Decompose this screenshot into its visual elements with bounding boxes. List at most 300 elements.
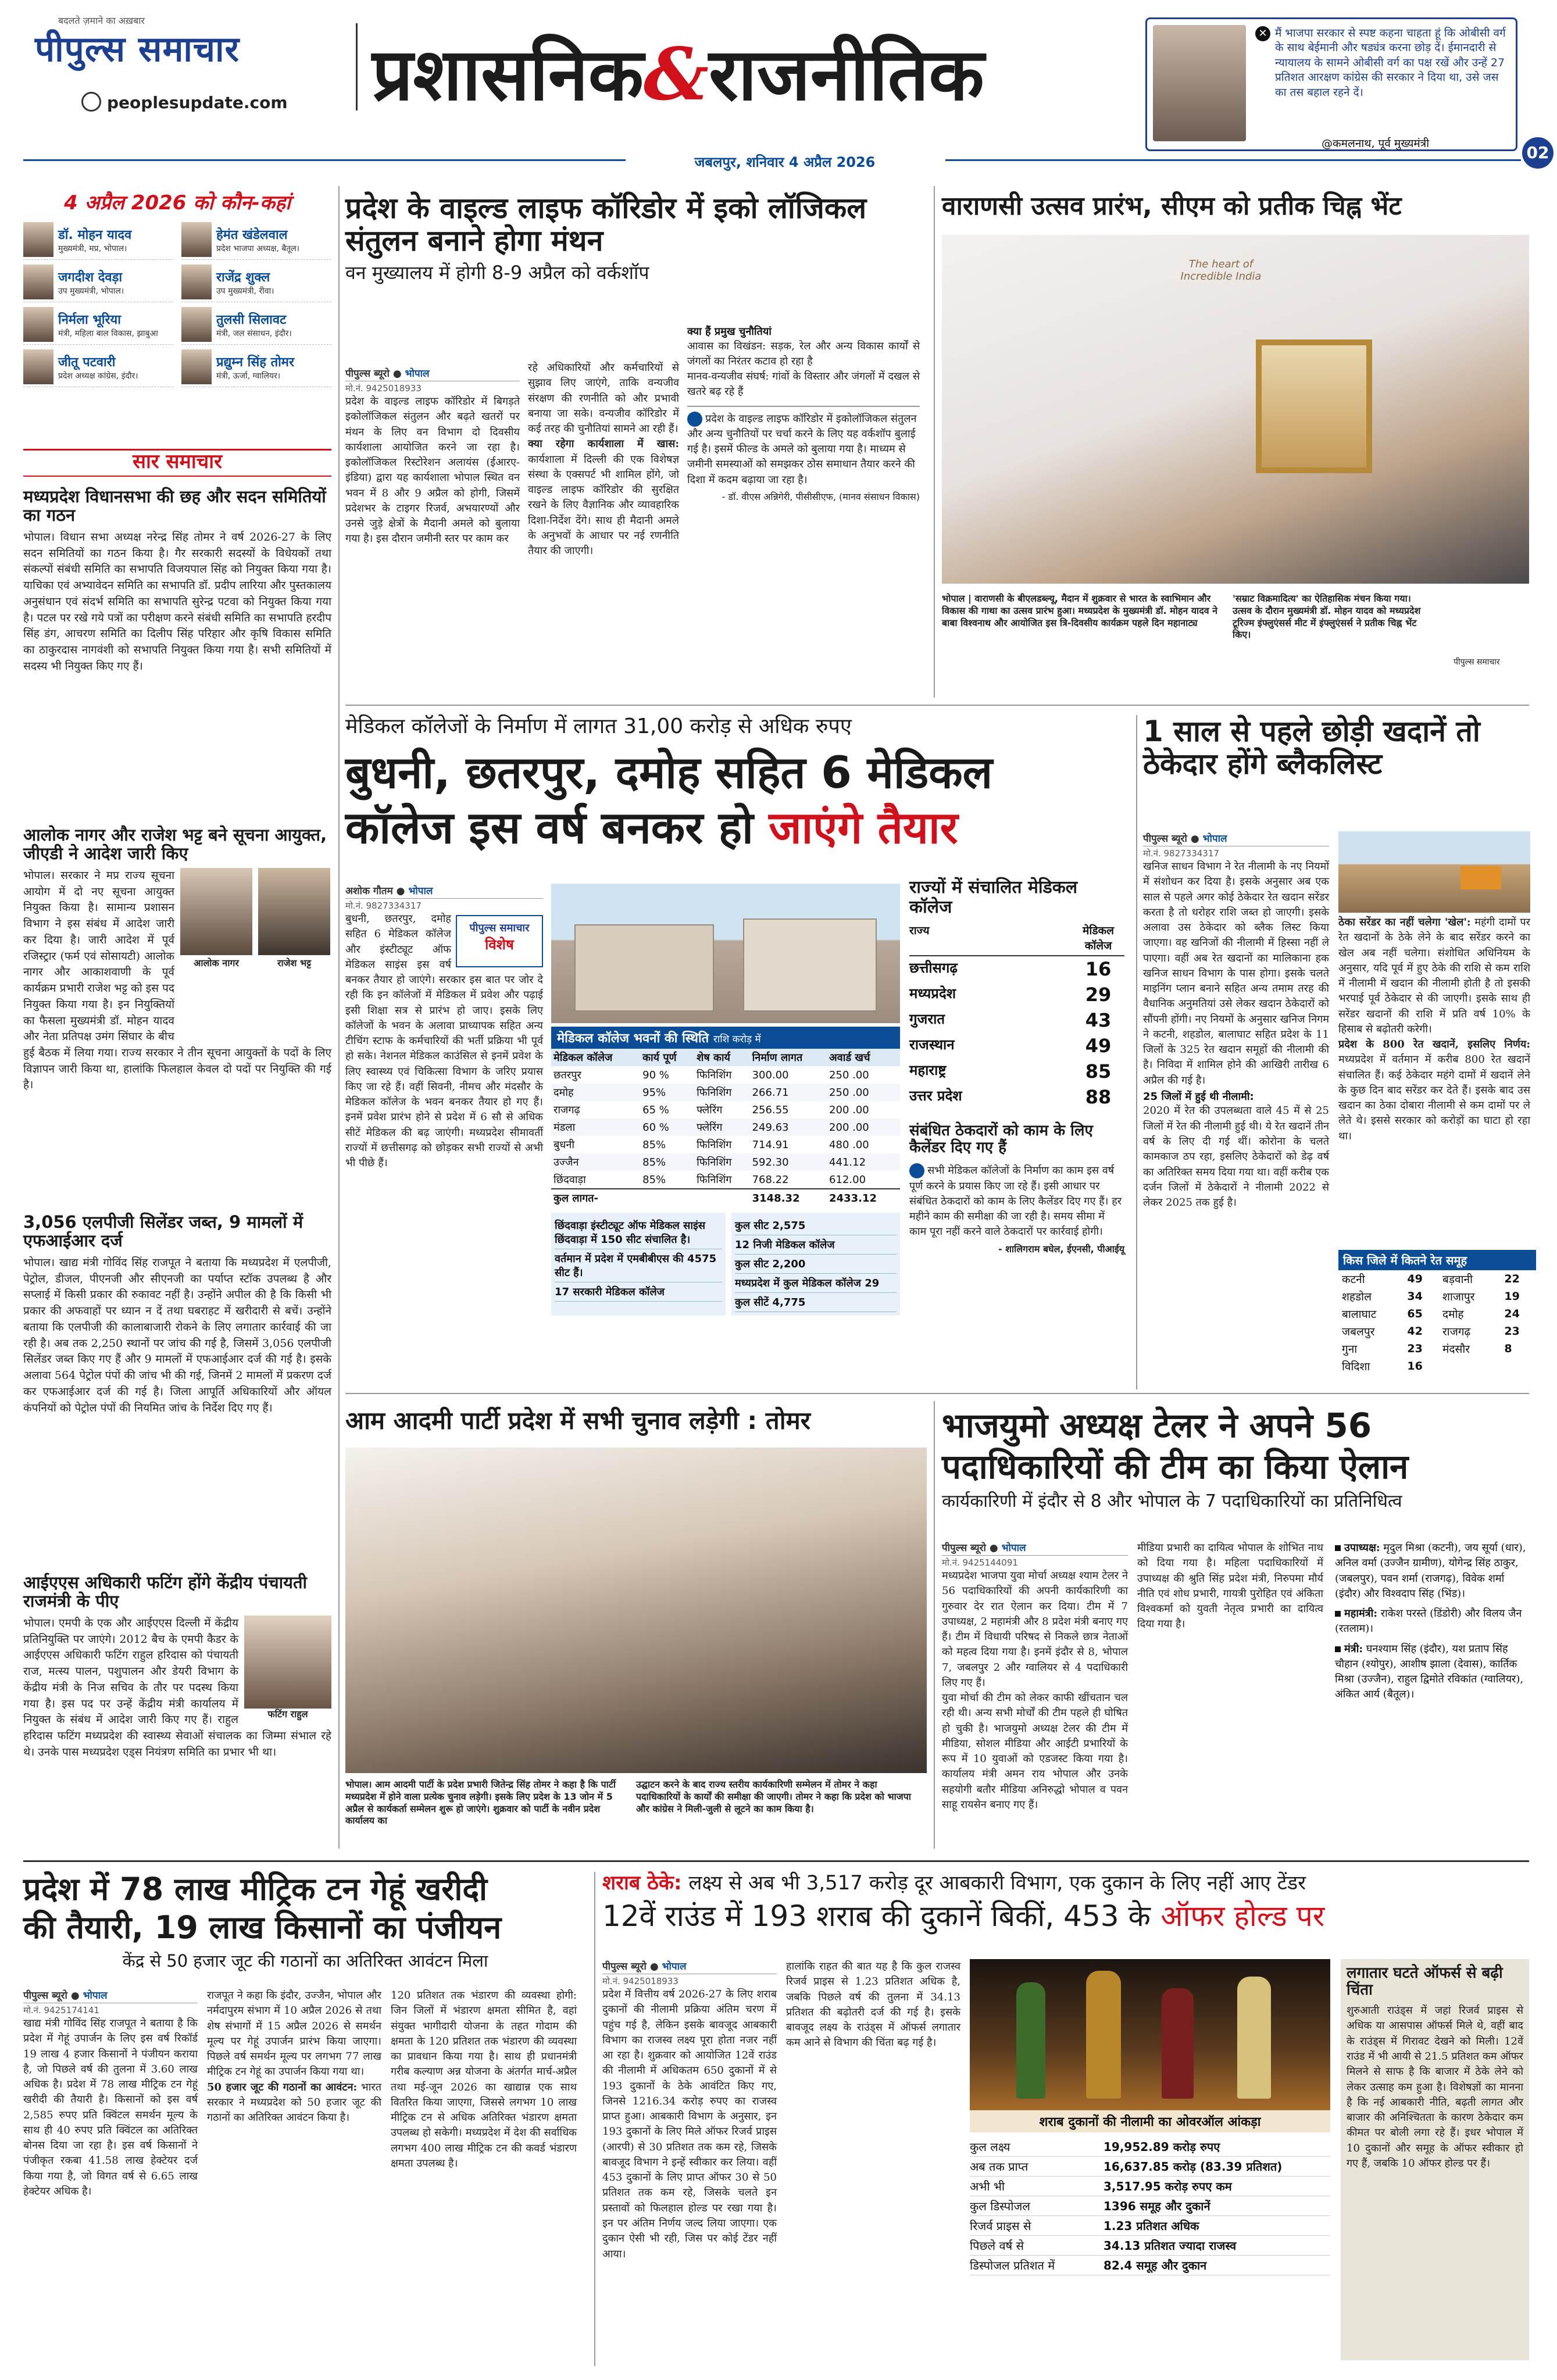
wheat-headline-1: प्रदेश में 78 लाख मीट्रिक टन गेहूं खरीदी: [23, 1871, 488, 1907]
mining-sub: 25 जिलों में हुई थी नीलामी:: [1143, 1090, 1254, 1103]
table-row: [551, 1066, 900, 1084]
wildlife-byline-text: पीपुल्स ब्यूरो: [345, 368, 390, 380]
birthday-title: 4 अप्रैल 2026 को कौन-कहां: [64, 191, 291, 215]
medical-table-header: शेष कार्य: [697, 1052, 730, 1064]
aap-photo: [345, 1448, 927, 1773]
wildlife-col3: [687, 326, 920, 503]
bjym-body-2a: युवा मोर्चा की टीम को लेकर काफी खींचतान चल रही थी। अन्य सभी मोर्चों की टीम पहले ही घोषित हो चुकी है। भाजयुमो अध्यक्ष टेलर की टीम में मीडिया, सोशल मीडिया और आईटी प्रभारियों के रूप में 10 युवाओं को एडजस्ट किया गया है। कार्यालय मंत्री अमन राय भोपाल और उनके सहयोगी बतौर मीडिया अनिरुद्धो भोपाल व पवन साहू रायसेन बनाए गए हैं।: [942, 1692, 1128, 1811]
saar-item-2-body: भोपाल। सरकार ने मप्र राज्य सूचना आयोग में दो नए सूचना आयुक्त नियुक्त किया है। सामान्य प्रशासन विभाग ने इस संबंध में आदेश जारी कर दिया है। जारी आदेश में पूर्व रजिस्ट्रार (फर्म एवं सोसायटी) आलोक नागर और आकाशवाणी के पूर्व कार्यक्रम प्रभारी राजेश भट्ट को इस पद नियुक्त किया गया है। इन नियुक्तियों का फैसला मुख्यमंत्री डॉ. मोहन यादव और नेता प्रतिपक्ष उमंग सिंघार के बीच हुई बैठक में लिया गया। राज्य सरकार ने तीन सूचना आयुक्तों के पदों के लिए विज्ञापन जारी किया था, हालांकि फिलहाल केवल दो पदों पर नियुक्ति की गई है।: [23, 869, 331, 1092]
person-photo: [23, 265, 53, 299]
person-name: निर्मला भूरिया: [58, 312, 121, 327]
liquor-story: [602, 1872, 1529, 2366]
aap-story: [345, 1407, 927, 1849]
saar-title: सार समाचार: [133, 450, 222, 473]
table-cell: 200 .00: [829, 1103, 869, 1116]
table-cell: 300.00: [752, 1069, 789, 1081]
district-table-box: [1143, 1250, 1533, 1375]
column-rule-bottom: [594, 1872, 595, 2366]
wildlife-body-2: रहे अधिकारियों और कर्मचारियों से सुझाव लिए जाएंगे, ताकि वन्यजीव संरक्षण की रणनीति को और प्रभावी बनाया जा सके। वन्यजीव कॉरिडोर में कई तरह की चुनौतियां सामने आ रही हैं।: [528, 362, 679, 435]
fating-rahul-caption: फटिंग राहुल: [267, 1708, 308, 1720]
stat-label: कुल डिस्पोजल: [970, 2199, 1030, 2213]
mining-sub-2: प्रदेश के 800 रेत खदानें, इसलिए निर्णय:: [1338, 1038, 1530, 1051]
district-table: [1338, 1270, 1536, 1375]
table-cell: उज्जैन: [553, 1156, 579, 1168]
table-cell: 49: [1407, 1273, 1423, 1285]
table-cell: [640, 1189, 694, 1207]
medical-table-title-text: मेडिकल कॉलेज भवनों की स्थिति: [557, 1031, 709, 1046]
fact-item: छिंदवाड़ा इंस्टीट्यूट ऑफ मेडिकल साइंस छिंदवाड़ा में 150 सीट संचालित है।: [555, 1216, 722, 1249]
varanasi-story: [942, 192, 1529, 692]
saar-item-4-head: आईएएस अधिकारी फटिंग होंगे केंद्रीय पंचायती राजमंत्री के पीए: [23, 1573, 308, 1611]
bottle-icon: [1086, 1971, 1121, 2099]
stat-value: 3,517.95 करोड़ रुपए कम: [1104, 2179, 1232, 2193]
table-cell: जबलपुर: [1342, 1325, 1375, 1338]
person-role: प्रदेश भाजपा अध्यक्ष, बैतूल।: [216, 244, 300, 253]
wildlife-body-3-text: कार्यशाला में दिल्ली की एक विशेषज्ञ संस्था के एक्सपर्ट भी शामिल होंगे, जो वाइल्ड लाइफ कॉरिडोर की सुरक्षित रखने के लिए वैज्ञानिक और व्यावहारिक दिशा-निर्देश देंगे। साथ ही मैदानी अमले के अनुभवों के आधार पर नई रणनीति तैयार की जाएगी।: [528, 453, 679, 558]
mining-byline: पीपुल्स ब्यूरो ● भोपाल: [1143, 833, 1227, 845]
page-number: 02: [1522, 137, 1554, 169]
mining-photo-caption: [1338, 915, 1530, 1037]
saar-item-1-head: मध्यप्रदेश विधानसभा की छह और सदन समितियों का गठन: [23, 487, 326, 526]
table-cell: 85%: [642, 1173, 666, 1186]
table-cell: विदिशा: [1342, 1360, 1370, 1373]
saar-item-2-photos: [180, 868, 331, 1037]
wildlife-challenges-head: क्या हैं प्रमुख चुनौतियां: [687, 326, 772, 338]
stat-row: [970, 2236, 1330, 2256]
state-name: छत्तीसगढ़: [909, 960, 958, 977]
bjym-story: [942, 1407, 1529, 1849]
liquor-col2: [786, 1959, 960, 2343]
bjym-office-bearers: [1335, 1541, 1527, 1703]
bjym-city: भोपाल: [1001, 1542, 1026, 1554]
bjym-deck: कार्यकारिणी में इंदौर से 8 और भोपाल के 7 पदाधिकारियों का प्रतिनिधित्व: [942, 1491, 1402, 1511]
liquor-side-head: लगातार घटते ऑफर्स से बढ़ी चिंता: [1347, 1964, 1503, 1999]
state-name: राजस्थान: [909, 1037, 955, 1053]
person-role: उप मुख्यमंत्री, रीवा।: [216, 286, 274, 296]
table-cell: [1439, 1357, 1501, 1375]
state-row: [909, 956, 1124, 982]
stat-label: पिछले वर्ष से: [970, 2239, 1024, 2253]
fact-item: 17 सरकारी मेडिकल कॉलेज: [555, 1282, 722, 1302]
liquor-stats-title: शराब दुकानों की नीलामी का ओवरऑल आंकड़ा: [970, 2110, 1330, 2132]
person-role: मुख्यमंत्री, मप्र, भोपाल।: [58, 244, 127, 253]
quote-icon: [909, 1163, 924, 1178]
states-list: [909, 956, 1124, 1110]
table-cell: राजगढ़: [553, 1104, 580, 1116]
person-name: जगदीश देवड़ा: [58, 270, 123, 285]
liquor-kicker-rest: लक्ष्य से अब भी 3,517 करोड़ दूर आबकारी विभाग, एक दुकान के लिए नहीं आए टेंडर: [688, 1871, 1306, 1895]
bullet-icon: [1335, 1646, 1341, 1652]
medical-body: बुधनी, छतरपुर, दमोह सहित 6 मेडिकल कॉलेज और इंस्टीट्यूट ऑफ मेडिकल साइंस इस वर्ष बनकर तैयार हो जाएंगे। सरकार इस बात पर जोर दे रही कि इन कॉलेजों में मेडिकल में प्रवेश और पढ़ाई इसी शिक्षा सत्र से प्रारंभ हो जाए। इसके लिए कॉलेजों के भवन के अलावा प्राध्यापक सहित अन्य टीचिंग स्टाफ के कर्मचारियों की भर्ती प्रक्रिया भी पूर्व हो सके। नेशनल मेडिकल काउंसिल से इनमें प्रवेश के लिए स्वास्थ्य एवं चिकित्सा विभाग के जरिए प्रयास किए जा रहे हैं। वहीं सिवनी, नीमच और मंदसौर के मेडिकल कॉलेज के भवन बनकर तैयार हो गए हैं। इनमें प्रवेश प्रारंभ होने से प्रदेश में 6 सौ से अधिक सीटें मेडिकल की बढ़ जाएंगी। मध्यप्रदेश सीमावर्ती राज्यों में छत्तीसगढ़ को छोड़कर सभी राज्यों से अभी भी पीछे हैं।: [345, 913, 543, 1170]
liquor-city: भोपाल: [662, 1961, 687, 1972]
birthday-person: [23, 305, 173, 345]
state-count: 29: [1085, 984, 1112, 1006]
liquor-col1: [602, 1959, 777, 2371]
stat-value: 1396 समूह और दुकानें: [1104, 2199, 1210, 2213]
stat-row: [970, 2216, 1330, 2236]
stat-row: [970, 2157, 1330, 2177]
person-photo: [181, 307, 212, 342]
table-cell: 65 %: [642, 1103, 669, 1116]
birthday-grid: [23, 220, 331, 387]
table-cell: 65: [1407, 1307, 1423, 1320]
building-icon: [574, 924, 714, 1012]
liquor-headline: [602, 1900, 1529, 1932]
person-text: [58, 353, 138, 381]
quote-author: @कमलनाथ, पूर्व मुख्यमंत्री: [1322, 137, 1430, 150]
wheat-sub: 50 हजार जूट की गठानों का आवंटन:: [207, 2081, 358, 2093]
rajesh-bhatt-photo: [258, 868, 330, 955]
states-col-state: राज्य: [909, 924, 930, 938]
office-bearer-line: [1335, 1642, 1527, 1703]
contractor-quote-by: - शालिगराम बघेल, ईएनसी, पीआईयू: [998, 1243, 1124, 1255]
mining-photo-caption-head: ठेका सरेंडर का नहीं चलेगा 'खेल':: [1338, 916, 1471, 928]
office-bearer-names: मृदुल मिश्रा (कटनी), जय सूर्या (धार), अनिल वर्मा (उज्जैन ग्रामीण), योगेन्द्र सिंह ठाकुर, (जबलपुर), पवन शर्मा (राजगढ़), विवेक शर्मा (इंदौर) और विश्वदाप सिंह (भिंड)।: [1335, 1542, 1526, 1600]
table-cell: 95%: [642, 1086, 666, 1099]
table-cell: फिनिशिंग: [697, 1139, 732, 1151]
person-name: जीतू पटवारी: [58, 355, 116, 370]
fating-rahul-photo: [244, 1616, 331, 1709]
medical-mobile: मो.नं. 9827334317: [345, 898, 543, 912]
state-count: 88: [1085, 1086, 1112, 1109]
bjym-byline: पीपुल्स ब्यूरो ● भोपाल: [942, 1542, 1026, 1554]
office-bearer-line: [1335, 1541, 1527, 1602]
rajesh-bhatt-caption: राजेश भट्ट: [277, 957, 312, 969]
wheat-col1: [23, 1988, 198, 2199]
column-rule-left: [338, 186, 340, 1849]
special-brand: पीपुल्स समाचार: [469, 922, 530, 934]
table-cell: बालाघाट: [1342, 1308, 1377, 1321]
mining-headline: 1 साल से पहले छोड़ी खदानें तो ठेकेदार होंगे ब्लैकलिस्ट: [1143, 714, 1480, 781]
wildlife-deck: वन मुख्यालय में होगी 8-9 अप्रैल को वर्कशॉप: [345, 262, 649, 284]
bullet-icon: [1335, 1545, 1341, 1551]
mining-byline-text: पीपुल्स ब्यूरो: [1143, 833, 1187, 845]
table-cell: 3148.32: [752, 1192, 800, 1205]
stat-row: [970, 2196, 1330, 2216]
wheat-body-3: [207, 2080, 381, 2126]
website-link[interactable]: peoplesupdate.com: [107, 93, 288, 112]
person-name: प्रद्युम्न सिंह तोमर: [216, 355, 294, 370]
medical-table-header: निर्माण लागत: [752, 1052, 803, 1064]
contractor-head: संबंधित ठेकदारों को काम के लिए कैलेंडर दिए गए हैं: [909, 1122, 1093, 1157]
table-cell: बुधनी: [553, 1139, 574, 1151]
liquor-mobile: मो.नं. 9425018933: [602, 1974, 777, 1987]
mining-body-3: [1338, 1037, 1530, 1144]
special-tag: विशेष: [485, 937, 514, 953]
bjym-col2: [1137, 1541, 1323, 1632]
table-cell: 19: [1504, 1290, 1520, 1303]
stat-label: अभी भी: [970, 2179, 1005, 2193]
quote-icon: [687, 412, 702, 427]
section-title-part1: प्रशासनिक: [372, 33, 644, 117]
table-cell: 60 %: [642, 1121, 669, 1134]
table-cell: छिंदवाड़ा: [553, 1174, 586, 1186]
person-photo: [23, 307, 53, 342]
saar-item-4: [23, 1573, 331, 1761]
mining-story: [1143, 715, 1533, 1389]
saar-item-3-body: भोपाल। खाद्य मंत्री गोविंद सिंह राजपूत ने बताया कि मध्यप्रदेश में एलपीजी, पेट्रोल, डीजल, पीएनजी और सीएनजी का पर्याप्त स्टॉक उपलब्ध है और सप्लाई में किसी प्रकार की रुकावट नहीं है। उन्होंने अपील की है कि किसी भी प्रकार की अफवाहों पर ध्यान न दें तथा घबराहट में खरीदारी से बचें। उन्होंने बताया कि एलपीजी की कालाबाजारी रोकने के लिए लगातार कार्रवाई की जा रही है। अब तक 2,250 स्थानों पर जांच की गई है, जिसमें 3,056 एलपीजी सिलेंडर जब्त किए गए हैं और 9 मामलों में एफआईआर दर्ज की गई है। इसके अलावा 564 पेट्रोल पंपों की जांच भी की गई, जिनमें 2 मामलों में प्रकरण दर्ज कर एफआईआर दर्ज की गई है। जिला आपूर्ति अधिकारियों और ऑयल कंपनियों को पेट्रोल पंपों की नियमित जांच के निर्देश दिए गए हैं।: [23, 1256, 331, 1414]
medical-table-header: मेडिकल कॉलेज: [553, 1052, 613, 1064]
medical-table-title: [551, 1027, 900, 1049]
section-rule-3: [23, 1860, 1529, 1862]
alok-nagar-photo: [180, 868, 252, 955]
person-role: मंत्री, ऊर्जा, ग्वालियर।: [216, 371, 281, 381]
table-cell: 85%: [642, 1156, 666, 1168]
bullet-icon: [1335, 1611, 1341, 1617]
state-count: 49: [1085, 1035, 1112, 1057]
table-row: [1338, 1288, 1536, 1305]
wildlife-challenge-2: मानव-वन्यजीव संघर्ष: गांवों के विस्तार और जंगलों में दखल से खतरे बढ़ रहे हैं: [687, 370, 920, 398]
stat-value: 16,637.85 करोड़ (83.39 प्रतिशत): [1104, 2160, 1283, 2174]
table-row: [551, 1136, 900, 1153]
medical-college-photo: [551, 884, 900, 1023]
mining-body-3-text: मध्यप्रदेश में वर्तमान में करीब 800 रेत खदानें संचालित हैं। कई ठेकेदार महंगे दामों में खदानें लेने के कुछ दिन बाद सरेंडर कर देते हैं। इसके बाद उस खदान का ठेका दोबारा नीलामी से कम दामों पर ले लेते थे। इससे सरकार को करोड़ों का घाटा हो रहा था।: [1338, 1053, 1530, 1142]
medical-headline-1: बुधनी, छतरपुर, दमोह सहित 6 मेडिकल: [345, 746, 993, 799]
liquor-bottles-photo: [970, 1959, 1330, 2110]
section-title-part2: राजनीतिक: [708, 33, 984, 117]
quote-text: मैं भाजपा सरकार से स्पष्ट कहना चाहता हूं कि ओबीसी वर्ग के साथ बेईमानी और षड्यंत्र करना छोड़ दें। ईमानदारी से न्यायालय के सामने ओबीसी वर्ग का पक्ष रखें और उन्हें 27 प्रतिशत आरक्षण कांग्रेस की सरकार ने दिया था, उसे जस का तस बहाल रहने दें।: [1275, 27, 1506, 99]
table-cell: बड़वानी: [1442, 1273, 1473, 1286]
varanasi-credit: पीपुल्स समाचार: [1454, 657, 1500, 667]
liquor-body-2: हालांकि राहत की बात यह है कि कुल राजस्व रिजर्व प्राइस से 1.23 प्रतिशत अधिक है, जबकि पिछले वर्ष की तुलना में 34.13 प्रतिशत की बढ़ोतरी दर्ज की गई है। इसके बावजूद लक्ष्य के राउंड्स में ऑफर्स लगातार कम आने से विभाग की चिंता बढ़ गई है।: [786, 1960, 960, 2049]
varanasi-headline: वाराणसी उत्सव प्रारंभ, सीएम को प्रतीक चिह्न भेंट: [942, 191, 1402, 221]
medical-table-header-row: [551, 1049, 900, 1066]
wheat-byline: पीपुल्स ब्यूरो ● भोपाल: [23, 1990, 108, 2002]
table-cell: शहडोल: [1342, 1291, 1372, 1303]
medical-byline: अशोक गौतम ● भोपाल: [345, 885, 433, 897]
medical-table-header: अवार्ड खर्च: [829, 1052, 870, 1064]
section-ampersand: &: [643, 33, 709, 117]
liquor-headline-b: ऑफर होल्ड पर: [1160, 1899, 1325, 1934]
state-row: [909, 1033, 1124, 1059]
table-row: [551, 1084, 900, 1101]
table-cell: 22: [1504, 1273, 1520, 1285]
fact-item: 12 निजी मेडिकल कॉलेज: [735, 1235, 897, 1255]
wildlife-body-3: [528, 437, 679, 559]
contractor-quote: सभी मेडिकल कॉलेजों के निर्माण का काम इस वर्ष पूर्ण करने के प्रयास किए जा रहे हैं। इसी आधार पर संबंधित ठेकदारों को काम के लिए कैलेंडर दिए गए हैं। हर महीने काम की समीक्षा की जा रही है। समय सीमा में काम पूरा नहीं करने वाले ठेकदारों पर कार्रवाई होगी।: [909, 1164, 1122, 1238]
person-text: [216, 353, 294, 381]
table-cell: 266.71: [752, 1086, 789, 1099]
wildlife-mobile: मो.नं. 9425018933: [345, 381, 520, 394]
table-cell: फिनिशिंग: [697, 1069, 732, 1081]
table-cell: 249.63: [752, 1121, 789, 1134]
person-text: [216, 226, 299, 254]
stat-value: 19,952.89 करोड़ रुपए: [1104, 2140, 1220, 2154]
stat-label: डिस्पोजल प्रतिशत में: [970, 2259, 1055, 2272]
medical-special-box: [456, 915, 543, 967]
bottle-icon: [1162, 1988, 1194, 2099]
mining-photo-caption-text: महंगी दामों पर रेत खदानों के ठेके लेने के बाद सरेंडर करने का खेल अब नहीं चलेगा। संशोधित अधिनियम के अनुसार, यदि पूर्व में हुए ठेके की राशि से कम राशि में नीलामी में खदान की नीलामी होती है तो इसकी भरपाई पूर्व ठेकेदार से की जाएगी। इसके साथ ही सरेंडर खदानों की राशि में प्रति वर्ष 10% के हिसाब से बढ़ोतरी करेगी।: [1338, 916, 1530, 1035]
table-cell: राजगढ़: [1442, 1325, 1471, 1338]
globe-icon: [81, 92, 101, 112]
person-text: [58, 268, 124, 296]
wheat-col3: [391, 1988, 577, 2171]
dateline: जबलपुर, शनिवार 4 अप्रैल 2026: [628, 152, 942, 171]
liquor-byline: पीपुल्स ब्यूरो ● भोपाल: [602, 1961, 687, 1972]
table-cell: 592.30: [752, 1156, 789, 1168]
wheat-headline-2: की तैयारी, 19 लाख किसानों का पंजीयन: [23, 1909, 502, 1946]
state-count: 16: [1085, 958, 1112, 981]
fact-item: वर्तमान में प्रदेश में एमबीबीएस की 4575 सीट हैं।: [555, 1249, 722, 1282]
state-row: [909, 1007, 1124, 1033]
medical-byline-text: अशोक गौतम: [345, 885, 393, 897]
dateline-rule-right: [945, 159, 1521, 161]
table-cell: मंडला: [553, 1121, 576, 1134]
brand-tagline: बदलते ज़माने का अख़बार: [58, 15, 145, 26]
table-cell: 480 .00: [829, 1138, 869, 1151]
varanasi-caption-2: 'सम्राट विक्रमादित्य' का ऐतिहासिक मंचन किया गया। उत्सव के दौरान मुख्यमंत्री डॉ. मोहन यादव को मध्यप्रदेश टूरिज्म इंफ्लुएंसर्स मीट में इंफ्लुएंसर्स ने प्रतीक चिह्न भेंट किए।: [1233, 593, 1421, 641]
medical-table-header: कार्य पूर्ण: [642, 1052, 677, 1064]
saar-title-bar: [23, 449, 331, 477]
table-row: [551, 1153, 900, 1171]
table-cell: 16: [1407, 1360, 1423, 1373]
saar-item-2-head: आलोक नागर और राजेश भट्ट बने सूचना आयुक्त, जीएडी ने आदेश जारी किए: [23, 825, 327, 864]
table-cell: 714.91: [752, 1138, 789, 1151]
table-row: [1338, 1357, 1536, 1375]
event-backdrop-text: The heart of Incredible India: [1180, 258, 1262, 283]
varanasi-caption-1: भोपाल | वाराणसी के बीएलडब्ल्यू, मैदान में शुक्रवार से भारत के स्वाभिमान और विकास की गाथा का उत्सव प्रारंभ हुआ। मध्यप्रदेश के मुख्यमंत्री डॉ. मोहन यादव ने बाबा विश्वनाथ और आयोजित इस त्रि-दिवसीय कार्यक्रम पहले दिन महानाट्य: [942, 593, 1218, 628]
birthday-person: [23, 220, 173, 260]
person-photo: [181, 222, 212, 257]
wheat-body: खाद्य मंत्री गोविंद सिंह राजपूत ने बताया है कि प्रदेश में गेहूं उपार्जन के लिए इस वर्ष रिकॉर्ड 19 लाख 4 हजार किसानों ने पंजीयन कराया है, जो पिछले वर्ष की तुलना में 3.60 लाख अधिक है। प्रदेश में 78 लाख मीट्रिक टन गेहूं खरीदी की तैयारी है। किसानों को इस वर्ष 2,585 रुपए प्रति क्विंटल समर्थन मूल्य के साथ ही 40 रुपए प्रति क्विंटल का अतिरिक्त बोनस दिया जा रहा है। इस वर्ष किसानों ने पंजीकृत रकबा 41.58 लाख हेक्टेयर दर्ज किया गया है, जो विगत वर्ष से 6.65 लाख हेक्टेयर अधिक है।: [23, 2017, 198, 2197]
building-2-icon: [743, 919, 877, 1012]
column-rule-mid-2: [934, 1401, 935, 1849]
district-table-head: किस जिले में कितने रेत समूह: [1338, 1250, 1536, 1270]
kamalnath-photo: [1153, 25, 1246, 141]
medical-table-area: [551, 884, 900, 1316]
wildlife-headline: प्रदेश के वाइल्ड लाइफ कॉरिडोर में इको लॉजिकल संतुलन बनाने होगा मंथन: [345, 191, 867, 258]
liquor-stats: [970, 2137, 1330, 2275]
state-row: [909, 982, 1124, 1007]
table-cell: 8: [1504, 1342, 1512, 1355]
wheat-mobile: मो.नं. 9425174141: [23, 2003, 198, 2016]
table-cell: 250 .00: [829, 1069, 869, 1081]
bjym-mobile: मो.नं. 9425144091: [942, 1555, 1128, 1568]
medical-city: भोपाल: [408, 885, 433, 897]
state-count: 85: [1085, 1060, 1112, 1083]
wildlife-story: [345, 192, 927, 715]
masthead-divider: [356, 23, 358, 110]
fact-item: मध्यप्रदेश में कुल मेडिकल कॉलेज 29: [735, 1274, 897, 1293]
wildlife-body-1: प्रदेश के वाइल्ड लाइफ कॉरिडोर में बिगड़ते इकोलॉजिकल संतुलन और बढ़ते खतरों पर मंथन के लिए वन विभाग दो दिवसीय कार्यशाला आयोजित करने जा रहा है। इकोलॉजिकल रिस्टोरेशन अलायंस (ईआरए-इंडिया) द्वारा यह कार्यशाला भोपाल स्थित वन भवन में 8 और 9 अप्रैल को होगी, जिसमें प्रदेशभर के टाइगर रिजर्व, अभयारण्यों और उनसे जुड़े क्षेत्रों के मैदानी अमले को बुलाया गया है। इस दौरान जमीनी स्तर पर काम कर: [345, 395, 520, 545]
person-name: हेमंत खंडेलवाल: [216, 227, 288, 242]
table-cell: मंदसौर: [1442, 1343, 1470, 1356]
stat-row: [970, 2177, 1330, 2196]
person-name: तुलसी सिलावट: [216, 312, 287, 327]
mining-body: खनिज साधन विभाग ने रेत नीलामी के नए नियमों में संशोधन कर दिया है। इसके अनुसार अब एक साल से पहले अगर कोई ठेकेदार रेत खदान सरेंडर करता है तो धरोहर राशि जब्त हो जाएगी। इसके अलावा उस ठेकेदार को ब्लैक लिस्ट किया जाएगा। वह खनिजों की नीलामी में हिस्सा नहीं ले पाएगा। वहीं अब रेत खदानों का मालिकाना हक खनिज साधन विभाग के पास होगा। इसके चलते माइनिंग प्लान बनाने सहित अन्य तमाम तरह की वैधानिक अनुमतियां उसे लेकर खदान ठेकेदारों को सौंपनी होंगी। नए नियमों के अनुसार खनिज निगम ने कटनी, शहडोल, बालाघाट सहित प्रदेश के 11 जिलों के 325 रेत खदान समूहों की नीलामी की है। निविदा में शामिल होने की आखिरी तारीख 6 अप्रैल की गई है।: [1143, 860, 1329, 1087]
bottle-icon: [1237, 1977, 1271, 2099]
liquor-kicker: शराब ठेके:: [602, 1871, 682, 1895]
table-row: [1338, 1305, 1536, 1323]
wheat-body-4: 120 प्रतिशत तक भंडारण की व्यवस्था होगी: जिन जिलों में भंडारण क्षमता सीमित है, वहां संयुक्त भागीदारी योजना के तहत गोदाम की क्षमता के 120 प्रतिशत तक भंडारण की व्यवस्था का प्रावधान किया गया है। साथ ही प्रधानमंत्री गरीब कल्याण अन्न योजना के अंतर्गत मार्च-अप्रैल तथा मई-जून 2026 का खाद्यान्न एक साथ वितरित किया जाएगा, जिससे लगभग 10 लाख मीट्रिक टन से अधिक अतिरिक्त भंडारण क्षमता उपलब्ध हो सकेगी। मध्यप्रदेश में देश की सर्वाधिक लगभग 400 लाख मीट्रिक टन की कवर्ड भंडारण क्षमता उपलब्ध है।: [391, 1989, 577, 2170]
liquor-byline-text: पीपुल्स ब्यूरो: [602, 1961, 647, 1972]
table-cell: 42: [1407, 1325, 1423, 1338]
stat-value: 1.23 प्रतिशत अधिक: [1104, 2219, 1199, 2233]
saar-item-1-body: भोपाल। विधान सभा अध्यक्ष नरेन्द्र सिंह तोमर ने वर्ष 2026-27 के लिए सदन समितियों का गठन किया है। गैर सरकारी सदस्यों के विधेयकों तथा संकल्पों संबंधी समिति का सभापति विजयपाल सिंह को नियुक्त किया गया है। याचिका एवं अभ्यावेदन समिति का सभापति डॉ. प्रदीप लारिया और पुस्तकालय अनुसंधान एवं संदर्भ समिति का सभापति सुरेन्द्र पटवा को नियुक्त किया गया है। पटल पर रखे गये पत्रों का परीक्षण करने संबंधी समिति का सभापति हरदीप सिंह डंग, आचरण समिति का दिलीप सिंह परिहार और कृषि विकास समिति का ठाकुरदास नागवंशी को सभापति नियुक्त किया गया है। सभी समितियों में सदस्य भी नियुक्त किए गए हैं।: [23, 530, 331, 673]
state-name: गुजरात: [909, 1011, 945, 1028]
birthday-person: [181, 220, 331, 260]
state-row: [909, 1059, 1124, 1084]
table-cell: 23: [1407, 1342, 1423, 1355]
wildlife-col2: [528, 360, 679, 559]
alok-nagar-caption: आलोक नागर: [194, 957, 239, 969]
table-cell: कुल लागत-: [553, 1192, 599, 1205]
wildlife-sub: क्या रहेगा कार्यशाला में खास:: [528, 438, 679, 451]
medical-headline-2b: जाएंगे तैयार: [769, 802, 958, 854]
fact-item: कुल सीट 2,200: [735, 1255, 897, 1274]
table-cell: छतरपुर: [553, 1069, 581, 1081]
table-cell: 34: [1407, 1290, 1423, 1303]
person-text: [216, 268, 274, 296]
table-cell: कटनी: [1342, 1273, 1365, 1286]
person-photo: [181, 265, 212, 299]
person-role: प्रदेश अध्यक्ष कांग्रेस, इंदौर।: [58, 371, 138, 381]
birthday-person: [181, 305, 331, 345]
bottle-icon: [1016, 1982, 1045, 2099]
office-bearer-role: मंत्री:: [1344, 1642, 1363, 1655]
liquor-body: प्रदेश में वित्तीय वर्ष 2026-27 के लिए शराब दुकानों की नीलामी प्रक्रिया अंतिम चरण में पहुंच गई है, लेकिन इसके बावजूद आबकारी विभाग का राजस्व लक्ष्य पूरा होता नजर नहीं आ रहा है। शुक्रवार को आयोजित 12वें राउंड की नीलामी में अधिकतम 650 दुकानों में से 193 दुकानों के ठेके आवंटित किए गए, जिनसे 1216.34 करोड़ रुपए का राजस्व प्राप्त हुआ। आबकारी विभाग के अनुसार, इन 193 दुकानों के लिए मिले ऑफर रिजर्व प्राइस (आरपी) से 30 प्रतिशत तक कम रहे, जिसके बावजूद विभाग ने इन्हें स्वीकार कर लिया। वहीं 453 दुकानों के लिए प्राप्त ऑफर 30 से 50 प्रतिशत तक कम रहे, जिसके चलते इन प्रस्तावों को फिलहाल होल्ड पर रखा गया है। इन पर अंतिम निर्णय जल्द लिया जाएगा। एक दुकान ऐसी भी रही, जिस पर कोई टेंडर नहीं आया।: [602, 1988, 777, 2260]
person-role: मंत्री, महिला बाल विकास, झाबुआ: [58, 328, 158, 338]
medical-col1: [345, 884, 543, 1171]
table-cell: [694, 1189, 750, 1207]
mining-photo: [1338, 831, 1530, 913]
wildlife-quote-box: [687, 406, 920, 503]
state-name: उत्तर प्रदेश: [909, 1088, 962, 1105]
mining-body-2: 2020 में रेत की उपलब्धता वाले 45 में से 25 जिलों में रेत की नीलामी हुई थी। ये रेत खदानें तीन वर्ष के लिए दी गई थीं। कोरोना के चलते कामकाज ठप रहा, इसलिए ठेकेदारों को डेढ़ वर्ष का अतिरिक्त समय दिया गया था। वहीं करीब एक दर्जन जिलों में ठेकेदारों ने नीलामी 2022 से लेकर 2025 तक हुई है।: [1143, 1105, 1329, 1209]
birthday-person: [181, 262, 331, 302]
bjym-body-3: मीडिया प्रभारी का दायित्व भोपाल के शोभित नाथ को दिया गया है। महिला पदाधिकारियों में उपाध्यक्ष की श्रुति सिंह प्रदेश मंत्री, निरुपमा मौर्य नीति एवं शोध प्रभारी, गायत्री पुरोहित एवं अंकिता विश्वकर्मा को युवती नेतृत्व प्रभारी का दायित्व दिया गया है।: [1137, 1542, 1323, 1631]
medical-states-box: [909, 878, 1124, 1256]
birthday-box: [23, 192, 331, 436]
table-cell: 256.55: [752, 1103, 789, 1116]
section-rule-2: [345, 1393, 1529, 1394]
table-cell: 85%: [642, 1138, 666, 1151]
table-cell: फिनिशिंग: [697, 1087, 732, 1099]
column-rule-right: [1136, 715, 1137, 1389]
wheat-story: [23, 1872, 587, 2366]
bjym-headline-2: पदाधिकारियों की टीम का किया ऐलान: [942, 1446, 1409, 1486]
aap-caption-1: भोपाल। आम आदमी पार्टी के प्रदेश प्रभारी जितेन्द्र सिंह तोमर ने कहा है कि पार्टी मध्यप्रदेश में होने वाला प्रत्येक चुनाव लड़ेगी। इसके लिए प्रदेश के 13 जोन में 5 अप्रैल से कार्यकर्ता सम्मेलन शुरू हो जाएंगे। शुक्रवार को पार्टी के नवीन प्रदेश कार्यालय का: [345, 1779, 616, 1827]
stat-row: [970, 2137, 1330, 2157]
person-role: उप मुख्यमंत्री, भोपाल।: [58, 286, 124, 296]
table-cell: 90 %: [642, 1069, 669, 1081]
saar-item-4-photo-wrap: [244, 1616, 331, 1721]
state-name: मध्यप्रदेश: [909, 985, 956, 1002]
person-name: राजेंद्र शुक्ल: [216, 270, 270, 285]
wildlife-challenge-1: आवास का विखंडन: सड़क, रेल और अन्य विकास कार्यों से जंगलों का निरंतर कटाव हो रहा है: [687, 340, 920, 367]
wheat-city: भोपाल: [83, 1990, 108, 2002]
person-text: [216, 310, 292, 339]
table-cell: शाजापुर: [1442, 1291, 1475, 1303]
bjym-headline-1: भाजयुमो अध्यक्ष टेलर ने अपने 56: [942, 1406, 1372, 1445]
medical-status-table: [551, 1049, 900, 1207]
table-cell: फिनिशिंग: [697, 1174, 732, 1186]
table-cell: फ्लेरिंग: [697, 1121, 723, 1134]
birthday-person: [23, 347, 173, 387]
stat-label: कुल लक्ष्य: [970, 2140, 1010, 2154]
framed-gift: [1256, 340, 1372, 473]
medical-headline-2a: कॉलेज इस वर्ष बनकर हो: [345, 802, 753, 854]
table-cell: दमोह: [1442, 1308, 1464, 1321]
masthead: [0, 0, 1557, 170]
office-bearer-line: [1335, 1606, 1527, 1637]
bjym-col3: [1335, 1541, 1527, 1707]
medical-table-total-row: [551, 1189, 900, 1207]
states-col-count: मेडिकल कॉलेज: [1083, 924, 1114, 953]
liquor-headline-a: 12वें राउंड में 193 शराब की दुकानें बिकीं, 453 के: [602, 1899, 1151, 1934]
office-bearer-role: महामंत्री:: [1344, 1607, 1377, 1620]
wildlife-byline: पीपुल्स ब्यूरो ● भोपाल: [345, 368, 430, 380]
